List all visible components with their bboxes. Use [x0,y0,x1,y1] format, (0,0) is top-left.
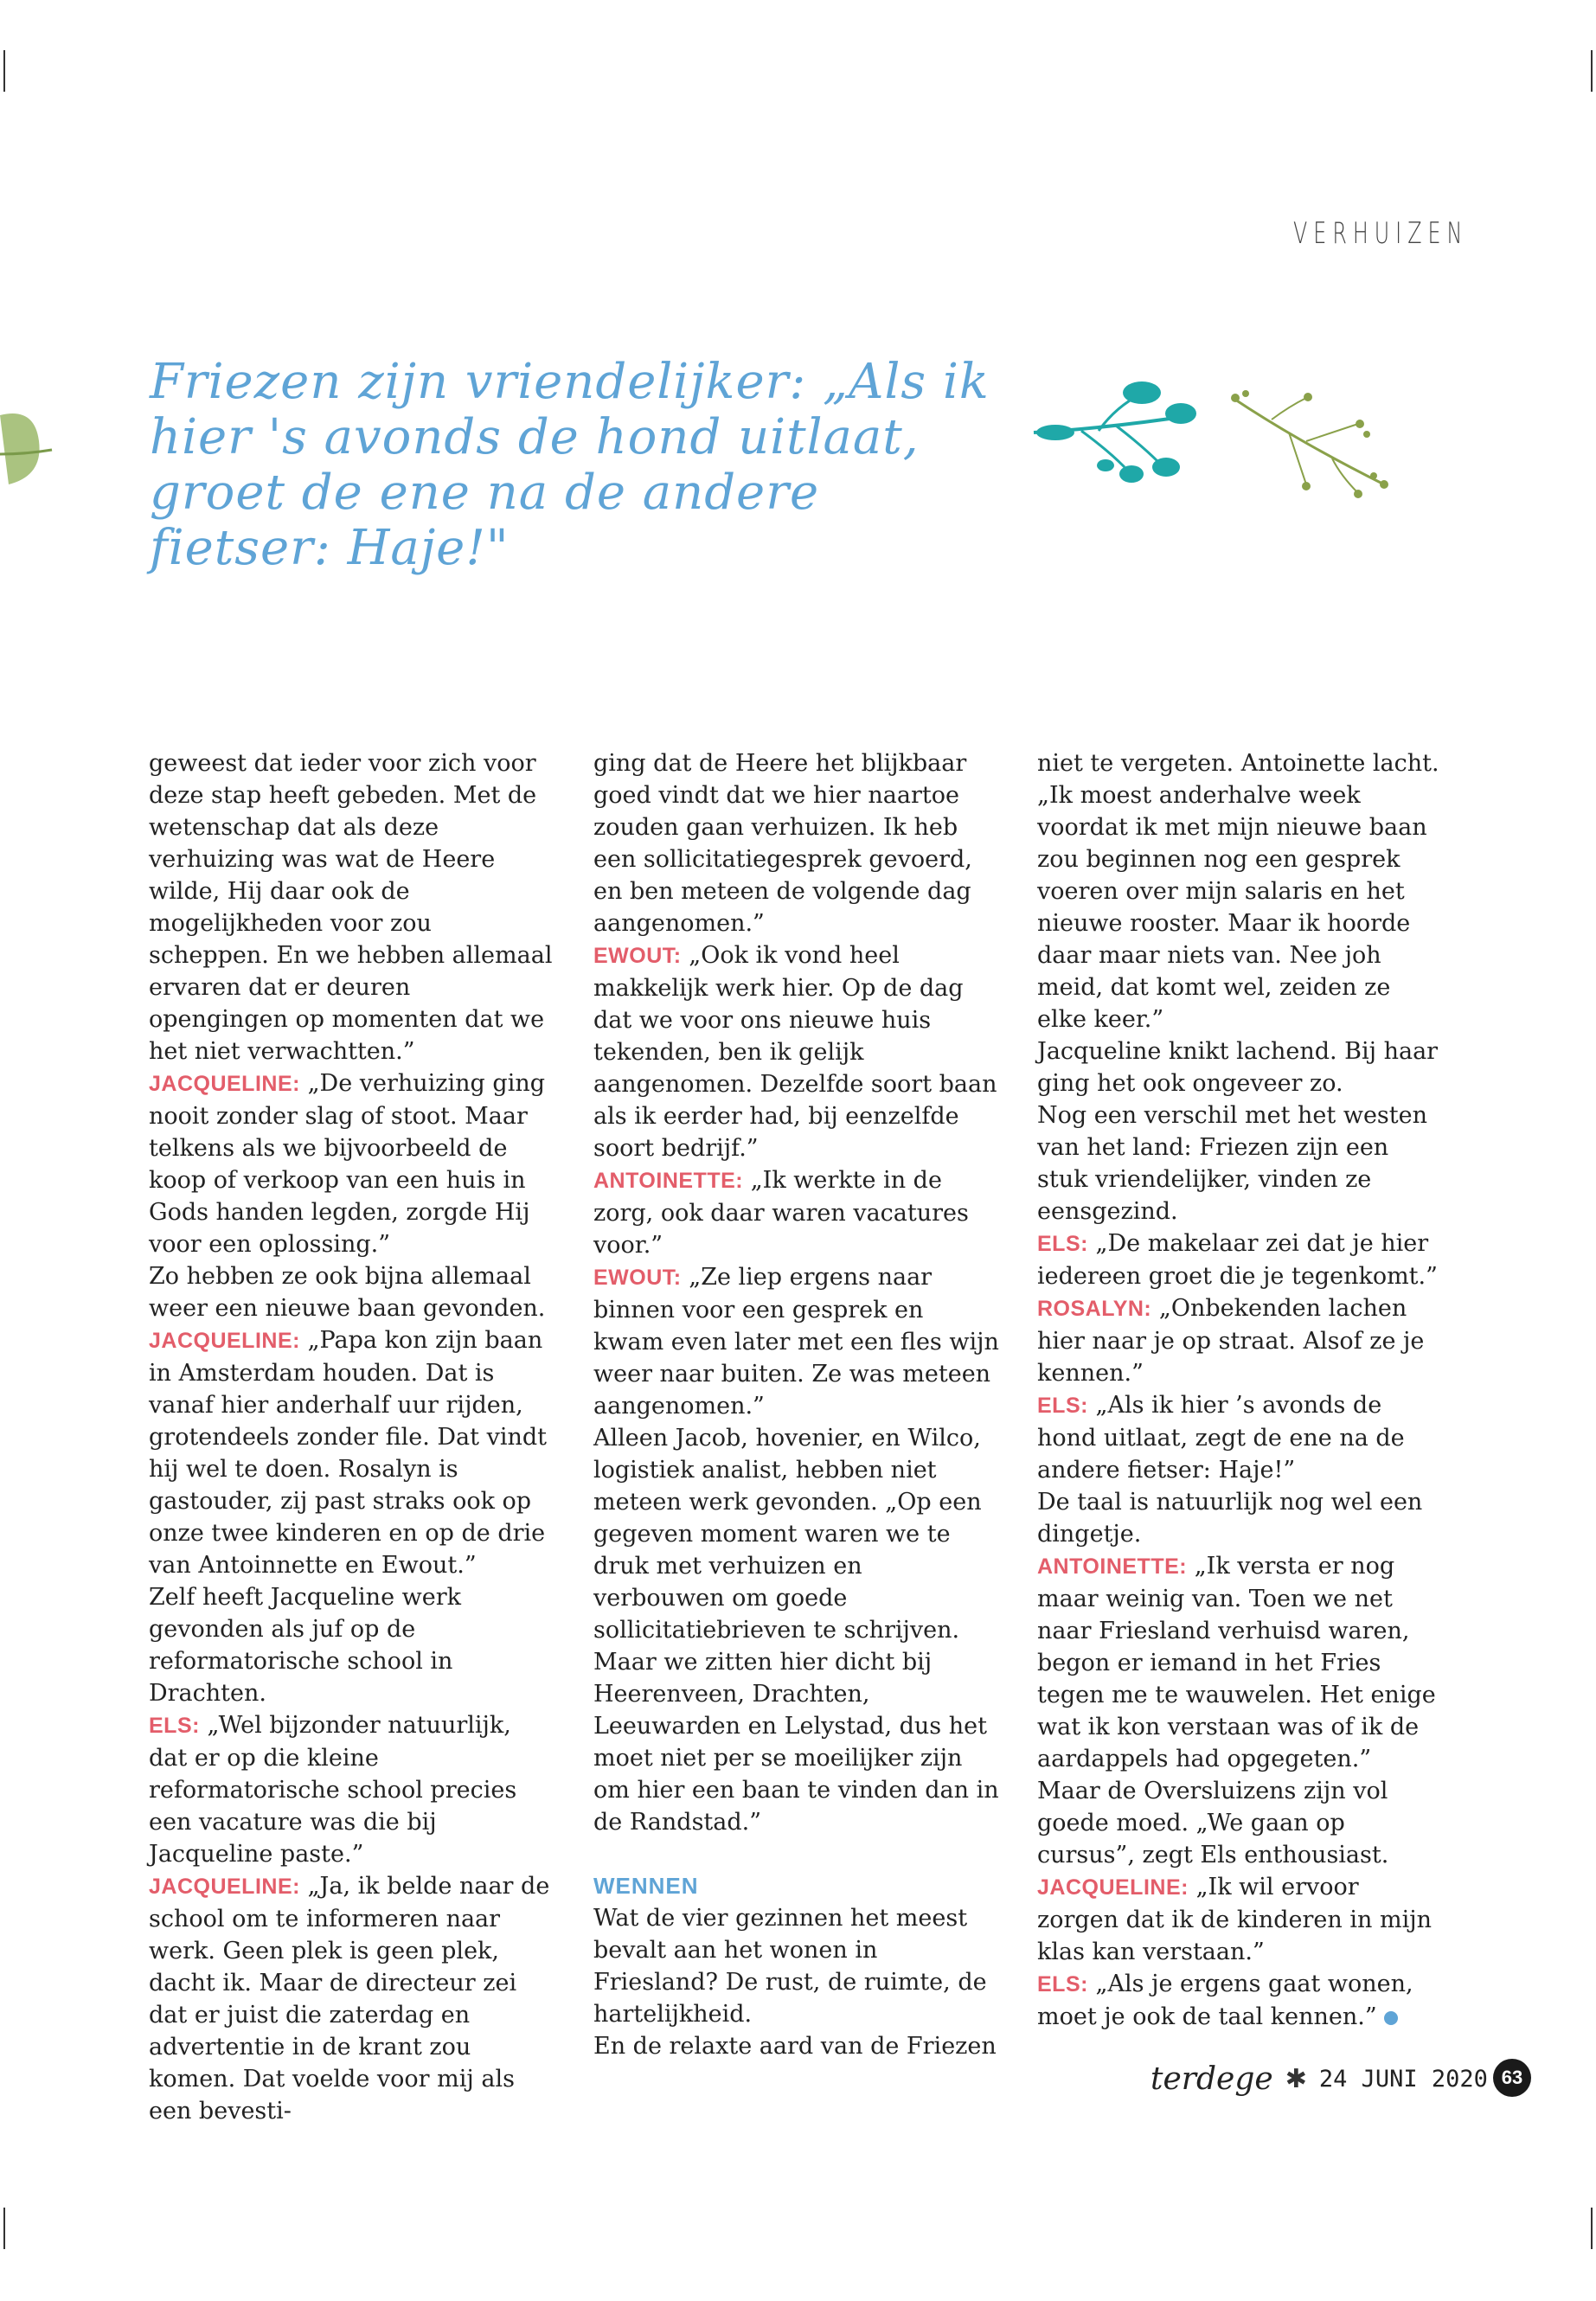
paragraph [1037,1871,1444,1968]
page-footer [1151,2057,1531,2100]
paragraph [593,1164,1000,1261]
speaker-label: JACQUELINE: [1037,1875,1189,1900]
article-column-1 [149,747,555,2127]
article-column-3 [1037,747,1444,2033]
speaker-label: EWOUT: [593,1266,682,1290]
paragraph [149,1709,555,1870]
paragraph [1037,1292,1444,1389]
speaker-label: ELS: [1037,1232,1088,1256]
speaker-label: EWOUT: [593,944,682,968]
paragraph [593,1261,1000,1422]
paragraph [1037,1550,1444,1775]
leaf-left-decoration [0,381,61,510]
paragraph-text: „Ik wil ervoor zorgen dat ik de kinderen in mijn klas kan verstaan.” [1037,1874,1432,1965]
article-column-2 [593,747,1000,2062]
paragraph-text: „Papa kon zijn baan in Amsterdam houden. Dat is vanaf hier anderhalf uur rijden, grotendeels zonder file. Dat vindt hij wel te doen. Rosalyn is gastouder, zij past straks ook op onze twee kinderen en op de drie van Antoinnette en Ewout.” [149,1327,547,1579]
crop-mark-top-left [3,50,5,92]
end-mark-icon [1384,2011,1398,2025]
paragraph-text: En de relaxte aard van de Friezen [593,2033,997,2060]
paragraph [593,2030,1000,2062]
paragraph [593,747,1000,939]
paragraph [593,1902,1000,2030]
paragraph-text: „Ja, ik belde naar de school om te informeren naar werk. Geen plek is geen plek, dacht ik. Maar de directeur zei dat er juist die zaterdag en advertentie in de krant zou komen. Dat voelde voor mij als een bevesti- [149,1873,550,2125]
paragraph-text: Alleen Jacob, hovenier, en Wilco, logistiek analist, hebben niet meteen werk gevonden. „Op een gegeven moment waren we te druk met verhuizen en verbouwen om goede sollicitatiebrieven te schrijven. Maar we zitten hier dicht bij Heerenveen, Drachten, Leeuwarden en Lelystad, dus het moet niet per se moeilijker zijn om hier een baan te vinden dan in de Randstad.” [593,1425,999,1836]
speaker-label: ROSALYN: [1037,1297,1152,1321]
magazine-name: terdege [1151,2061,1273,2097]
paragraph-text: Zo hebben ze ook bijna allemaal weer een nieuwe baan gevonden. [149,1263,546,1322]
paragraph [149,1870,555,2127]
paragraph-text: niet te vergeten. Antoinette lacht. „Ik moest anderhalve week voordat ik met mijn nieuwe baan zou beginnen nog een gesprek voeren over mijn salaris en het nieuwe rooster. Maar ik hoorde daar maar niets van. Nee joh meid, dat komt wel, zeiden ze elke keer.” [1037,750,1439,1033]
paragraph [1037,747,1444,1035]
paragraph [1037,1389,1444,1486]
subheading: WENNEN [593,1873,699,1899]
paragraph-text: „Ze liep ergens naar binnen voor een gesprek en kwam even later met een fles wijn weer naar buiten. Ze was meteen aangenomen.” [593,1264,999,1420]
paragraph [149,1324,555,1581]
paragraph-text: Wat de vier gezinnen het meest bevalt aan het wonen in Friesland? De rust, de ruimte, de hartelijkheid. [593,1905,987,2028]
paragraph [1037,1099,1444,1227]
paragraph-text: „Als je ergens gaat wonen, moet je ook de taal kennen.” [1037,1971,1413,2030]
paragraph-text: „Ik werkte in de zorg, ook daar waren vacatures voor.” [593,1167,969,1259]
leaf-green-decoration [1228,389,1393,502]
paragraph [1037,1035,1444,1099]
paragraph-text: „Ook ik vond heel makkelijk werk hier. Op de dag dat we voor ons nieuwe huis tekenden, ben ik gelijk aangenomen. Dezelfde soort baan als ik eerder had, bij eenzelfde soort bedrijf.” [593,942,997,1162]
paragraph [593,1422,1000,1838]
page-number: 63 [1493,2059,1531,2097]
paragraph-text: Maar de Oversluizens zijn vol goede moed. „We gaan op cursus”, zegt Els enthousiast. [1037,1778,1389,1868]
paragraph-text: „Onbekenden lachen hier naar je op straat. Alsof ze je kennen.” [1037,1295,1425,1387]
paragraph-text: „Wel bijzonder natuurlijk, dat er op die kleine reformatorische school precies een vacature was die bij Jacqueline paste.” [149,1712,517,1868]
speaker-label: JACQUELINE: [149,1329,300,1353]
speaker-label: ANTOINETTE: [593,1169,744,1193]
paragraph-text: ging dat de Heere het blijkbaar goed vindt dat we hier naartoe zouden gaan verhuizen. Ik heb een sollicitatiegesprek gevoerd, en ben meteen de volgende dag aangenomen.” [593,750,972,937]
speaker-label: JACQUELINE: [149,1072,300,1096]
paragraph-text: Jacqueline knikt lachend. Bij haar ging het ook ongeveer zo. [1037,1038,1439,1097]
leaf-teal-decoration [1029,381,1202,493]
paragraph [149,1581,555,1709]
paragraph-text: geweest dat ieder voor zich voor deze stap heeft gebeden. Met de wetenschap dat als deze verhuizing was wat de Heere wilde, Hij daar ook de mogelijkheden voor zou scheppen. En we hebben allemaal ervaren dat er deuren opengingen op momenten dat we het niet verwachtten.” [149,750,553,1065]
paragraph [1037,1227,1444,1292]
speaker-label: ELS: [1037,1394,1088,1418]
crop-mark-top-right [1591,50,1593,92]
paragraph-text: Nog een verschil met het westen van het land: Friezen zijn een stuk vriendelijker, vinden ze eensgezind. [1037,1102,1428,1225]
paragraph-text: „Als ik hier ’s avonds de hond uitlaat, zegt de ene na de andere fietser: Haje!” [1037,1392,1405,1484]
pull-quote: Friezen zijn vriendelijker: „Als ik hier 's avonds de hond uitlaat, groet de ene na de andere fietser: Haje!" [150,354,990,576]
paragraph-text: Zelf heeft Jacqueline werk gevonden als juf op de reformatorische school in Drachten. [149,1584,461,1707]
paragraph [593,939,1000,1164]
crop-mark-bottom-left [3,2208,5,2249]
paragraph [1037,1486,1444,1550]
paragraph [149,747,555,1067]
section-title: VERHUIZEN [1293,216,1469,251]
speaker-label: ELS: [149,1714,200,1738]
separator-star-icon: ✱ [1285,2063,1307,2094]
paragraph-text: De taal is natuurlijk nog wel een dingetje. [1037,1489,1423,1548]
paragraph-text: „De makelaar zei dat je hier iedereen groet die je tegenkomt.” [1037,1230,1438,1290]
speaker-label: ELS: [1037,1972,1088,1997]
paragraph-text: „Ik versta er nog maar weinig van. Toen we net naar Friesland verhuisd waren, begon er iemand in het Fries tegen me te wauwelen. Het enige wat ik kon verstaan was of ik de aardappels had opgegeten.” [1037,1553,1436,1772]
paragraph [1037,1968,1444,2033]
speaker-label: ANTOINETTE: [1037,1554,1188,1579]
crop-mark-bottom-right [1591,2208,1593,2249]
paragraph [149,1067,555,1260]
paragraph-text: „De verhuizing ging nooit zonder slag of stoot. Maar telkens als we bijvoorbeeld de koop of verkoop van een huis in Gods handen legden, zorgde Hij voor een oplossing.” [149,1070,546,1258]
paragraph [149,1260,555,1324]
speaker-label: JACQUELINE: [149,1875,300,1899]
paragraph [1037,1775,1444,1871]
issue-date: 24 JUNI 2020 [1318,2065,1488,2093]
